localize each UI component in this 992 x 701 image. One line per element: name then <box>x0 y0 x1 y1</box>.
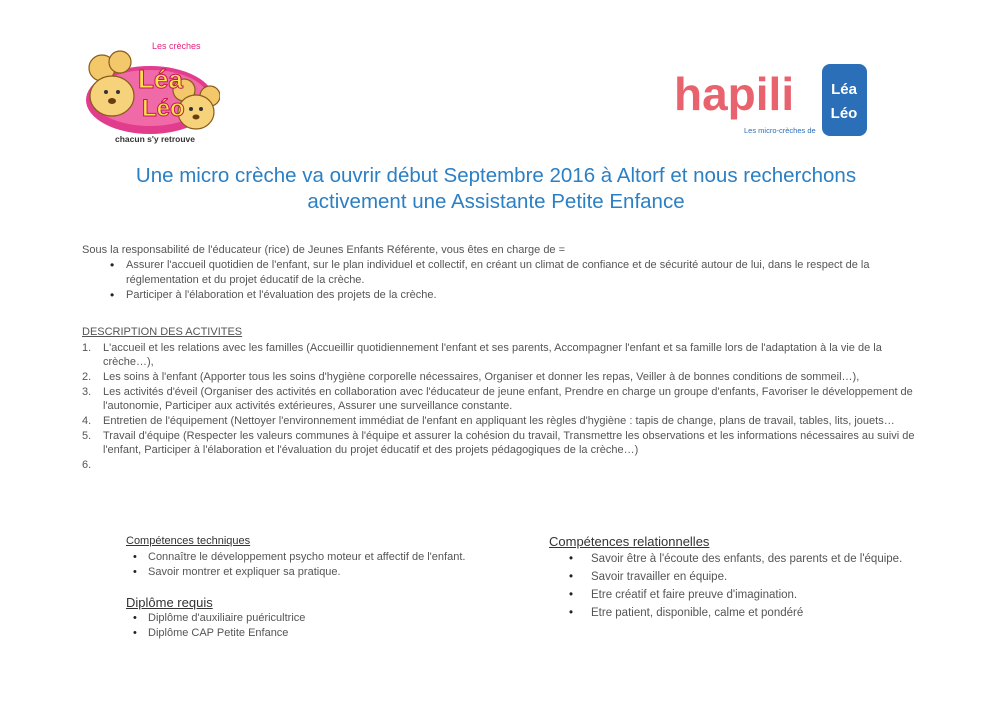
diploma-list <box>126 611 546 641</box>
list-item: • Etre créatif et faire preuve d'imagination. <box>549 587 929 603</box>
list-item: 6. <box>82 459 92 471</box>
list-item: • Assurer l'accueil quotidien de l'enfant, sur le plan individuel et collectif, en créant un climat de confiance et de sécurité autour de lui, dans le respect de la réglementation et du projet éducatif de la crèche. <box>82 258 922 288</box>
svg-text:Léo: Léo <box>830 105 858 122</box>
list-item: 1. L'accueil et les relations avec les familles (Accueillir quotidiennement l'enfant et ses parents, Accompagner l'enfant et sa famille lors de l'adaptation à la vie de la crèche…), <box>82 342 882 368</box>
left-column <box>126 534 546 641</box>
intro-section <box>82 243 922 303</box>
lea-leo-badge <box>822 64 867 136</box>
activities-list <box>82 341 922 473</box>
page-title <box>40 163 952 215</box>
hapili-sub: Les micro-crèches de <box>744 126 816 135</box>
list-item: • Participer à l'élaboration et l'évaluation des projets de la crèche. <box>82 288 922 303</box>
intro-bullets <box>82 258 922 303</box>
list-item: 5. Travail d'équipe (Respecter les valeurs communes à l'équipe et assurer la cohésion du travail, Transmettre les observations et les informations nécessaires au suivi de l'enfant, Participer à l'élaboration et l'évaluation du projet éducatif et des projets pédagogiques de la crèche…) <box>82 430 915 456</box>
activities-heading: DESCRIPTION DES ACTIVITES <box>82 326 243 338</box>
intro-text: Sous la responsabilité de l'éducateur (rice) de Jeunes Enfants Référente, vous êtes en charge de = <box>82 244 566 256</box>
list-item: • Savoir être à l'écoute des enfants, des parents et de l'équipe. <box>549 551 929 567</box>
list-item: • Etre patient, disponible, calme et pondéré <box>549 605 929 621</box>
list-item: 3. Les activités d'éveil (Organiser des activités en collaboration avec l'éducateur de jeune enfant, Prendre en charge un groupe d'enfants, Favoriser le développement de l'autonomie, Participer aux activités extérieures, Assurer une surveillance constante. <box>82 386 913 412</box>
right-column <box>549 534 929 623</box>
diploma-heading: Diplôme requis <box>126 595 213 610</box>
svg-text:Léa: Léa <box>138 64 183 94</box>
logo-left-tagline: chacun s'y retrouve <box>115 134 195 144</box>
lea-leo-logo <box>80 38 220 148</box>
title-line-1: Une micro crèche va ouvrir début Septembre 2016 à Altorf et nous recherchons <box>135 164 857 187</box>
title-line-2: activement une Assistante Petite Enfance <box>307 190 685 213</box>
tech-skills-list <box>126 550 546 580</box>
relational-heading: Compétences relationnelles <box>549 534 710 549</box>
list-item: 4. Entretien de l'équipement (Nettoyer l'environnement immédiat de l'enfant en appliquant les règles d'hygiène : tapis de change, plans de travail, tables, lits, jouets… <box>82 415 895 427</box>
svg-text:Léa: Léa <box>831 81 857 98</box>
list-item: • Diplôme d'auxiliaire puéricultrice <box>126 611 546 626</box>
svg-text:Léo: Léo <box>142 95 185 122</box>
list-item: • Savoir montrer et expliquer sa pratique. <box>126 565 546 580</box>
hapili-brand: hapili <box>674 68 795 120</box>
hapili-logo <box>672 60 877 145</box>
list-item: 2. Les soins à l'enfant (Apporter tous les soins d'hygiène corporelle nécessaires, Organiser et donner les repas, Veiller à de bonnes conditions de sommeil…), <box>82 371 860 383</box>
list-item: • Savoir travailler en équipe. <box>549 569 929 585</box>
relational-list <box>549 551 929 621</box>
tech-skills-heading: Compétences techniques <box>126 535 251 547</box>
list-item: • Diplôme CAP Petite Enfance <box>126 626 546 641</box>
list-item: • Connaître le développement psycho moteur et affectif de l'enfant. <box>126 550 546 565</box>
logo-left-top-text: Les crèches <box>152 41 201 51</box>
